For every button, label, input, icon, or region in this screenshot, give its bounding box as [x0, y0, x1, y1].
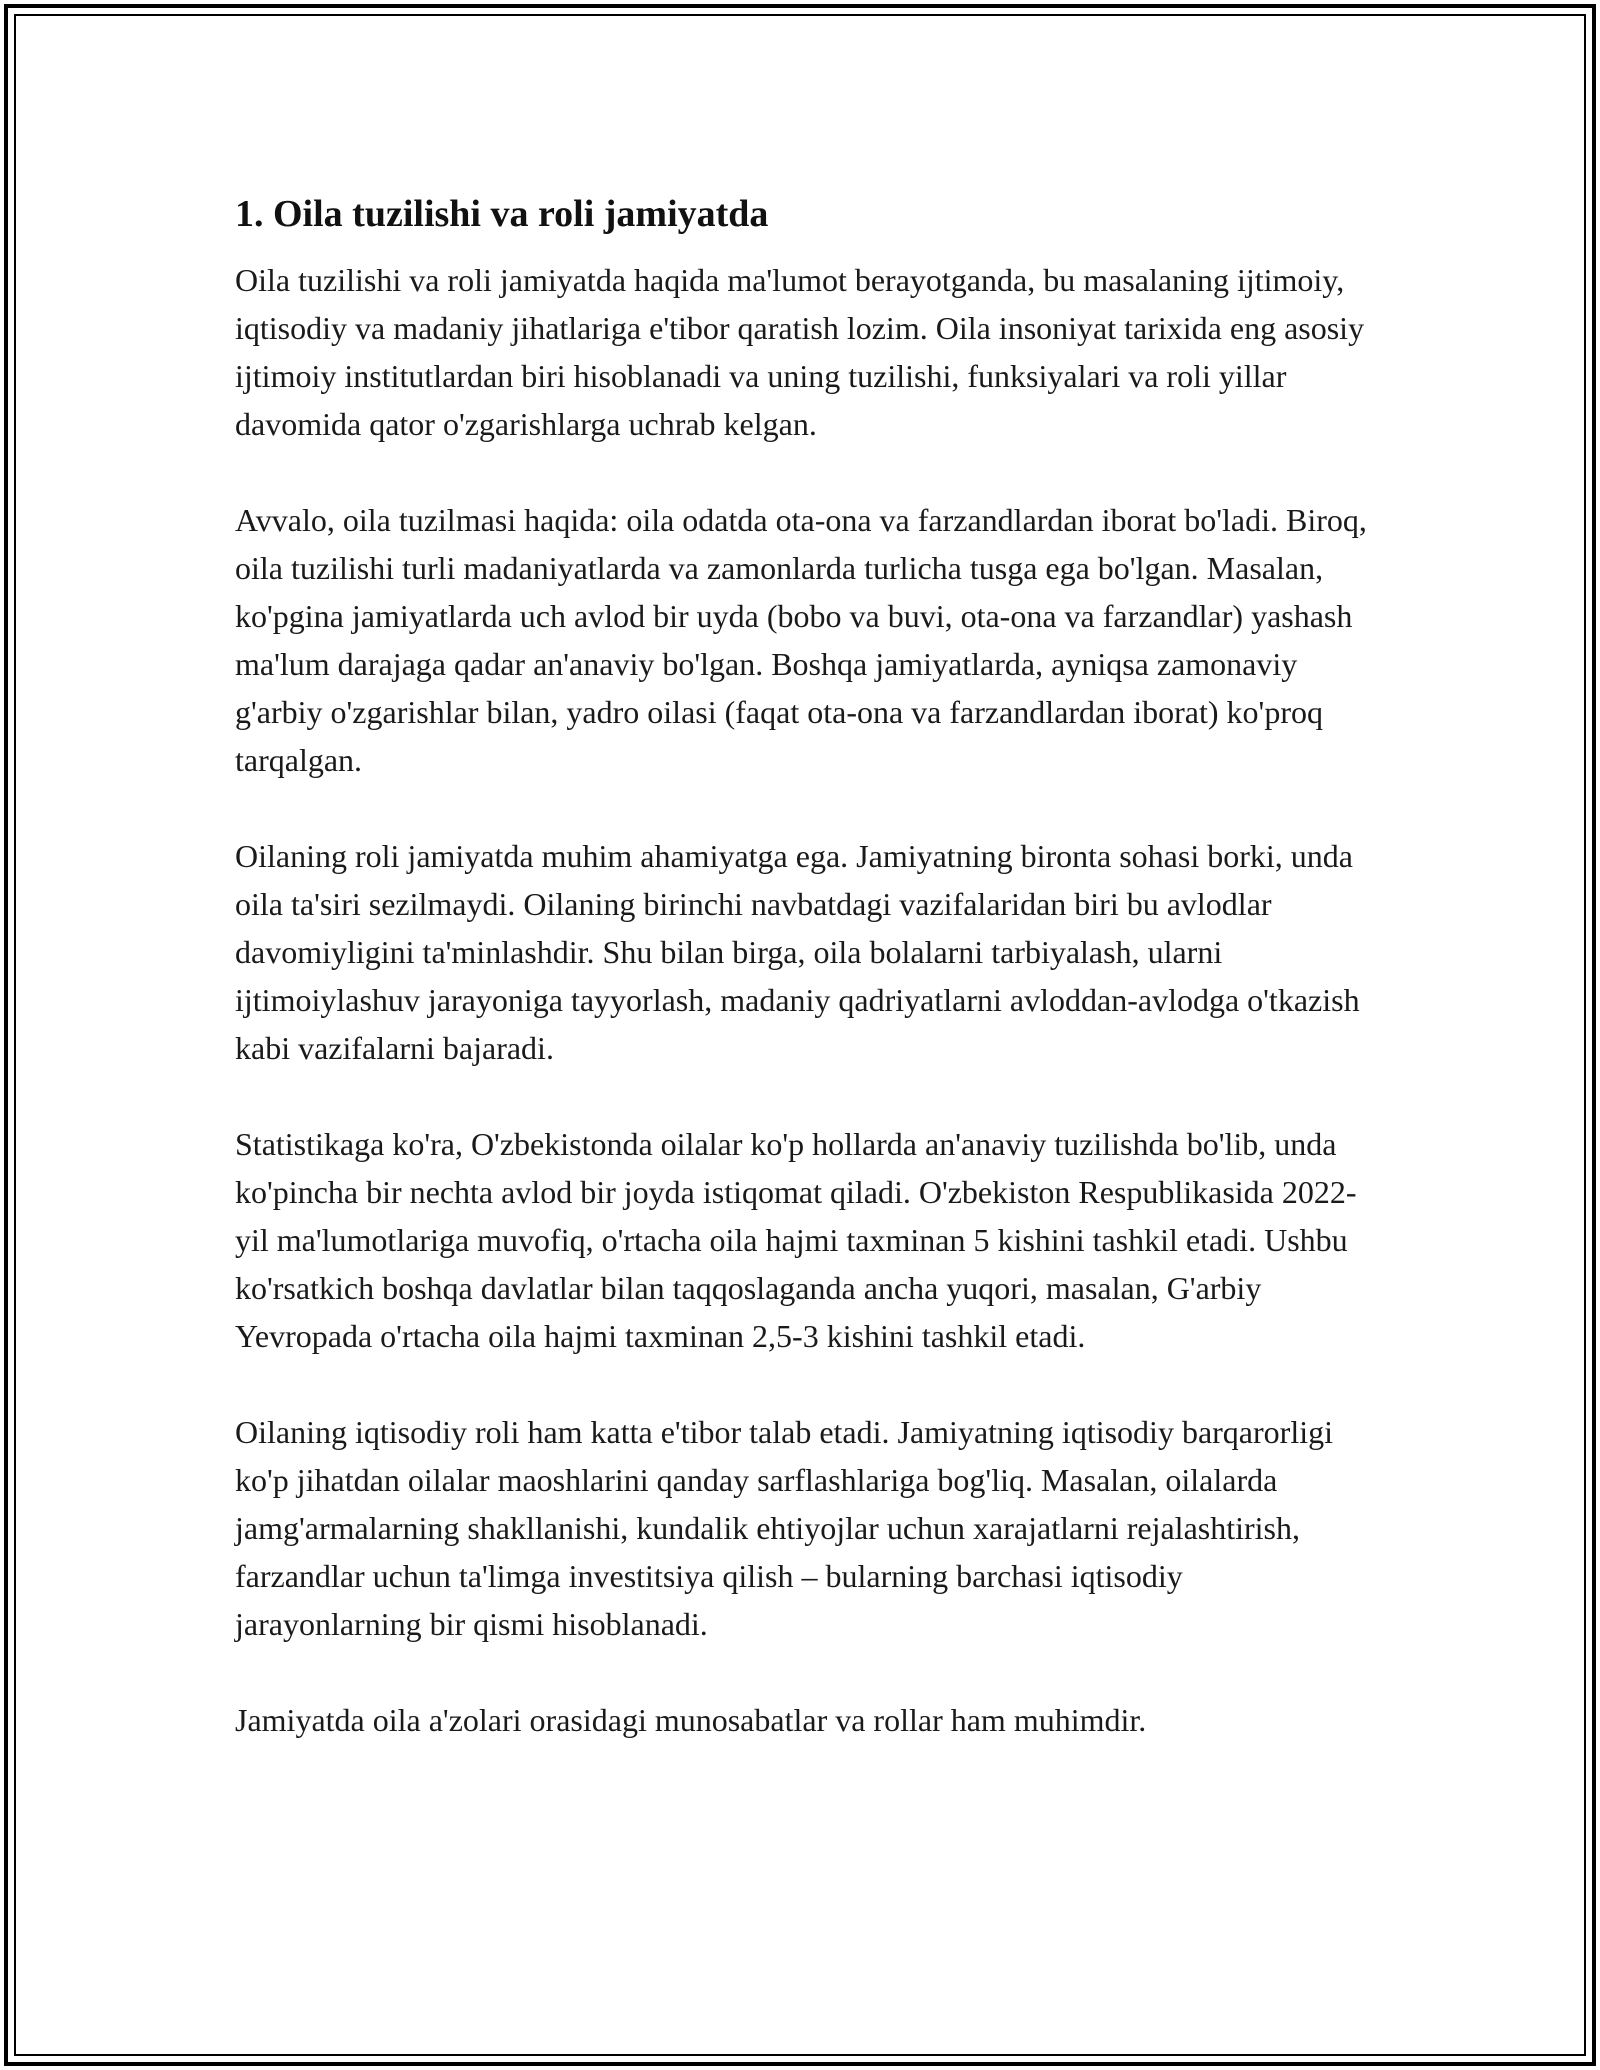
document-body — [235, 186, 1375, 1792]
section-heading: 1. Oila tuzilishi va roli jamiyatda — [235, 193, 769, 235]
paragraph-economic-role: Oilaning iqtisodiy roli ham katta e'tibor talab etadi. Jamiyatning iqtisodiy barqarorligi ko'p jihatdan oilalar maoshlarini qanday sarflashlariga bog'liq. Masalan, oilalarda jamg'armalarning shakllanishi, kundalik ehtiyojlar uchun xarajatlarni rejalashtirish, farzandlar uchun ta'limga investitsiya qilish – bularning barchasi iqtisodiy jarayonlarning bir qismi hisoblanadi. — [235, 1414, 1333, 1642]
paragraph-statistics: Statistikaga ko'ra, O'zbekistonda oilalar ko'p hollarda an'anaviy tuzilishda bo'lib, unda ko'pincha bir nechta avlod bir joyda istiqomat qiladi. O'zbekiston Respublikasida 2022-yil ma'lumotlariga muvofiq, o'rtacha oila hajmi taxminan 5 kishini tashkil etadi. Ushbu ko'rsatkich boshqa davlatlar bilan taqqoslaganda ancha yuqori, masalan, G'arbiy Yevropada o'rtacha oila hajmi taxminan 2,5-3 kishini tashkil etadi. — [235, 1126, 1357, 1354]
paragraph-family-role: Oilaning roli jamiyatda muhim ahamiyatga ega. Jamiyatning bironta sohasi borki, unda oila ta'siri sezilmaydi. Oilaning birinchi navbatdagi vazifalaridan biri bu avlodlar davomiyligini ta'minlashdir. Shu bilan birga, oila bolalarni tarbiyalash, ularni ijtimoiylashuv jarayoniga tayyorlash, madaniy qadriyatlarni avloddan-avlodga o'tkazish kabi vazifalarni bajaradi. — [235, 838, 1360, 1066]
paragraph-relationships: Jamiyatda oila a'zolari orasidagi munosabatlar va rollar ham muhimdir. — [235, 1702, 1147, 1738]
paragraph-intro: Oila tuzilishi va roli jamiyatda haqida ma'lumot berayotganda, bu masalaning ijtimoiy, iqtisodiy va madaniy jihatlariga e'tibor qaratish lozim. Oila insoniyat tarixida eng asosiy ijtimoiy institutlardan biri hisoblanadi va uning tuzilishi, funksiyalari va roli yillar davomida qator o'zgarishlarga uchrab kelgan. — [235, 262, 1365, 442]
paragraph-family-structure: Avvalo, oila tuzilmasi haqida: oila odatda ota-ona va farzandlardan iborat bo'ladi. Biroq, oila tuzilishi turli madaniyatlarda va zamonlarda turlicha tusga ega bo'lgan. Masalan, ko'pgina jamiyatlarda uch avlod bir uyda (bobo va buvi, ota-ona va farzandlar) yashash ma'lum darajaga qadar an'anaviy bo'lgan. Boshqa jamiyatlarda, ayniqsa zamonaviy g'arbiy o'zgarishlar bilan, yadro oilasi (faqat ota-ona va farzandlardan iborat) ko'proq tarqalgan. — [235, 502, 1367, 778]
